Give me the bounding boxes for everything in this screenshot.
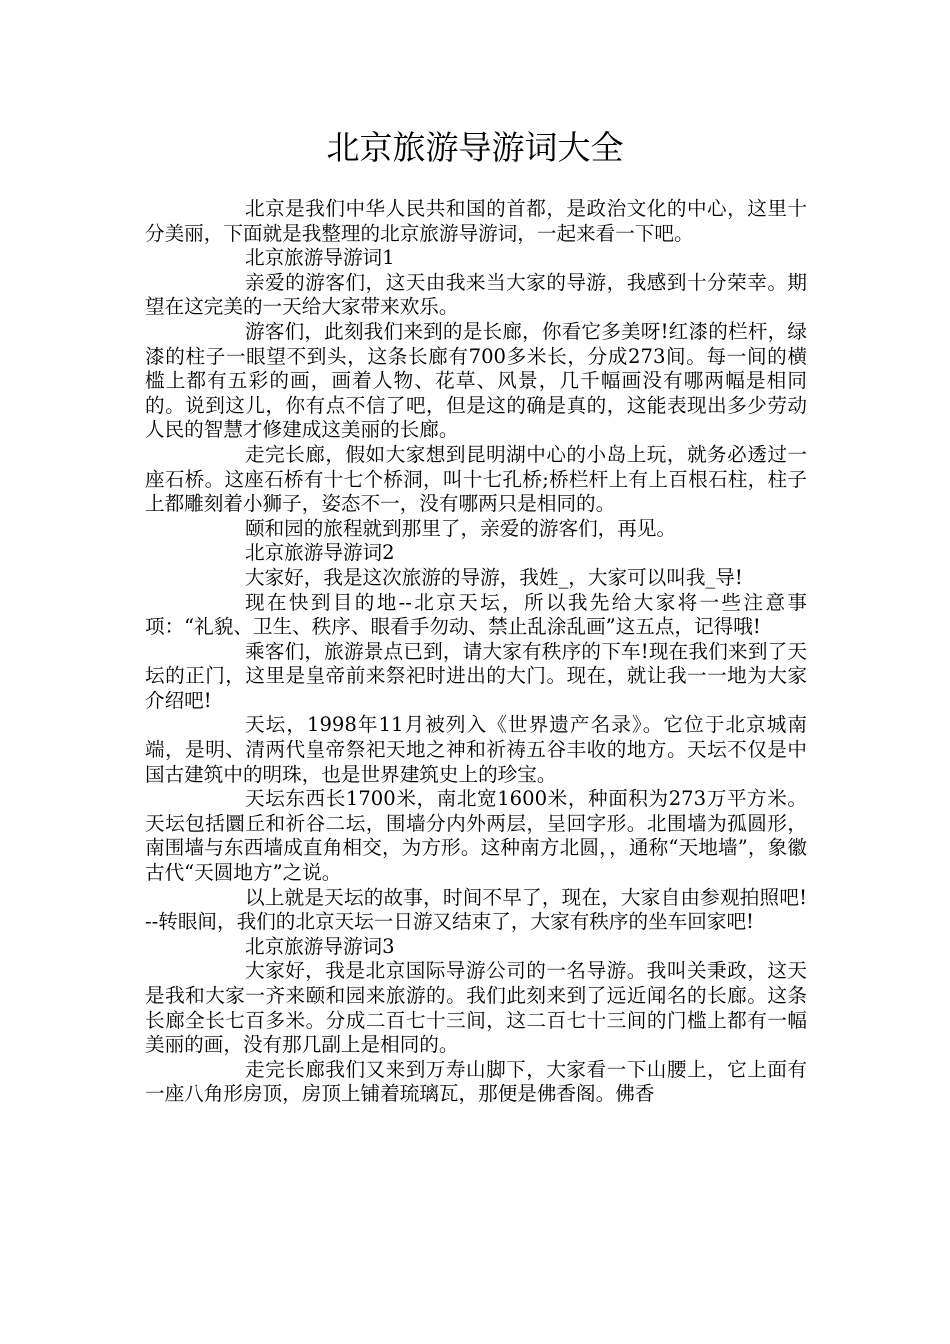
paragraph: 走完长廊，假如大家想到昆明湖中心的小岛上玩，就务必透过一座石桥。这座石桥有十七个桥洞，叫十七孔桥;桥栏杆上有上百根石柱，柱子上都雕刻着小狮子，姿态不一，没有哪两只是相同的。 bbox=[145, 442, 807, 516]
paragraph: 游客们，此刻我们来到的是长廊，你看它多美呀!红漆的栏杆，绿漆的柱子一眼望不到头，这条长廊有700多米长，分成273间。每一间的横槛上都有五彩的画，画着人物、花草、风景，几千幅画没有哪两幅是相同的。说到这儿，你有点不信了吧，但是这的确是真的，这能表现出多少劳动人民的智慧才修建成这美丽的长廊。 bbox=[145, 319, 807, 442]
document-body bbox=[145, 197, 807, 1107]
section-heading-1: 北京旅游导游词1 bbox=[245, 246, 395, 270]
paragraph: 颐和园的旅程就到那里了，亲爱的游客们，再见。 bbox=[245, 516, 677, 540]
paragraph: 乘客们，旅游景点已到，请大家有秩序的下车!现在我们来到了天坛的正门，这里是皇帝前来祭祀时进出的大门。现在，就让我一一地为大家介绍吧! bbox=[145, 639, 807, 712]
paragraph: 天坛东西长1700米，南北宽1600米，种面积为273万平方米。天坛包括圜丘和祈谷二坛，围墙分内外两层，呈回字形。北围墙为孤圆形，南围墙与东西墙成直角相交，为方形。这种南方北圆，，通称“天地墙”，象徽古代“天圆地方”之说。 bbox=[145, 787, 807, 885]
paragraph: 亲爱的游客们，这天由我来当大家的导游，我感到十分荣幸。期望在这完美的一天给大家带来欢乐。 bbox=[145, 270, 807, 319]
section-heading-2: 北京旅游导游词2 bbox=[245, 541, 395, 565]
paragraph-intro: 北京是我们中华人民共和国的首都，是政治文化的中心，这里十分美丽，下面就是我整理的北京旅游导游词，一起来看一下吧。 bbox=[145, 197, 807, 245]
document-title: 北京旅游导游词大全 bbox=[326, 128, 624, 167]
paragraph: 现在快到目的地--北京天坛，所以我先给大家将一些注意事项：“礼貌、卫生、秩序、眼看手勿动、禁止乱涂乱画”这五点，记得哦! bbox=[145, 590, 807, 639]
paragraph: 大家好，我是北京国际导游公司的一名导游。我叫关秉政，这天是我和大家一齐来颐和园来旅游的。我们此刻来到了远近闻名的长廊。这条长廊全长七百多米。分成二百七十三间，这二百七十三间的门槛上都有一幅美丽的画，没有那几副上是相同的。 bbox=[145, 959, 807, 1057]
section-heading-3: 北京旅游导游词3 bbox=[245, 934, 395, 958]
paragraph: 大家好，我是这次旅游的导游，我姓_，大家可以叫我_导! bbox=[245, 565, 743, 589]
paragraph: 以上就是天坛的故事，时间不早了，现在，大家自由参观拍照吧!--转眼间，我们的北京天坛一日游又结束了，大家有秩序的坐车回家吧! bbox=[145, 885, 807, 934]
paragraph: 走完长廊我们又来到万寿山脚下，大家看一下山腰上，它上面有一座八角形房顶，房顶上铺着琉璃瓦，那便是佛香阁。佛香 bbox=[145, 1057, 807, 1106]
paragraph: 天坛，1998年11月被列入《世界遗产名录》。它位于北京城南端，是明、清两代皇帝祭祀天地之神和祈祷五谷丰收的地方。天坛不仅是中国古建筑中的明珠，也是世界建筑史上的珍宝。 bbox=[145, 713, 807, 786]
